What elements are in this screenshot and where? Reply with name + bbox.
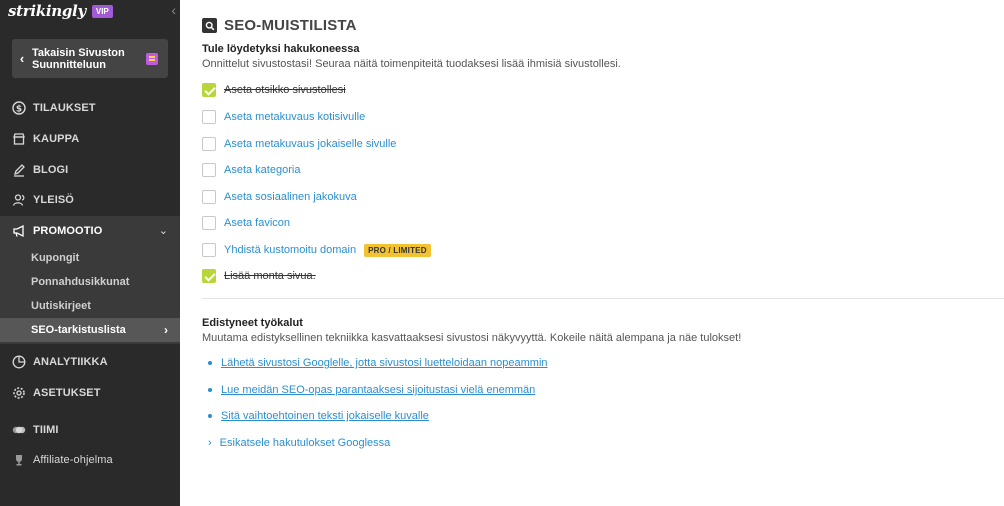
sub-item-ponnahdusikkunat[interactable]: Ponnahdusikkunat [31,276,130,288]
advanced-link[interactable]: Lue meidän SEO-opas parantaaksesi sijoitustasi vielä enemmän [221,384,536,396]
checklist-label[interactable]: Lisää monta sivua. [224,270,316,282]
nav-label: BLOGI [33,164,69,176]
advanced-link-item [208,384,535,396]
sub-item-kupongit[interactable]: Kupongit [31,252,80,264]
checkbox-checked[interactable] [202,269,216,283]
checkbox[interactable] [202,243,216,257]
sub-item-seo-tarkistuslista[interactable] [0,318,180,342]
nav-label: TIIMI [33,424,59,436]
promootio-subnav [0,246,180,344]
checkbox[interactable] [202,110,216,124]
checklist-label[interactable]: Aseta favicon [224,217,291,229]
sub-item-uutiskirjeet[interactable]: Uutiskirjeet [31,300,91,312]
checkbox[interactable] [202,190,216,204]
bullet-icon [208,414,212,418]
nav-item-yleiso[interactable] [0,185,180,215]
megaphone-icon [12,224,26,238]
team-icon [12,423,26,437]
brand[interactable] [8,2,113,20]
users-icon [12,193,26,207]
checklist-label[interactable]: Aseta kategoria [224,164,301,176]
editor-icon [146,53,158,65]
nav-item-affiliate[interactable] [0,445,180,475]
advanced-link-item [208,410,429,422]
dollar-icon [12,101,26,115]
checkbox[interactable] [202,216,216,230]
section-desc-advanced: Muutama edistyksellinen tekniikka kasvattaaksesi sivustosi näkyvyyttä. Kokeile näitä alempana ja näe tulokset! [202,332,742,344]
checklist-item[interactable] [202,268,316,284]
nav-label: TILAUKSET [33,102,96,114]
back-to-editor-label: Takaisin Sivuston Suunnitteluun [32,46,125,71]
sidebar [0,0,180,506]
strikingly-logo: strikingly [8,2,86,20]
checklist-item[interactable] [202,136,396,152]
nav-label: KAUPPA [33,133,80,145]
checklist-label[interactable]: Aseta metakuvaus kotisivulle [224,111,366,123]
pen-icon [12,163,26,177]
nav-label: ASETUKSET [33,387,101,399]
vip-badge: VIP [92,5,113,18]
pro-limited-badge: PRO / LIMITED [364,244,431,257]
checklist-item[interactable] [202,242,431,258]
bullet-icon [208,388,212,392]
chevron-left-icon: ‹ [19,51,25,66]
checklist-item[interactable] [202,82,346,98]
checklist-label[interactable]: Aseta otsikko sivustollesi [224,84,346,96]
nav-label: PROMOOTIO [33,225,103,237]
section-title-advanced: Edistyneet työkalut [202,317,303,329]
chevron-right-icon: › [208,437,212,449]
advanced-link-item [208,357,548,369]
store-icon [12,132,26,146]
checklist-item[interactable] [202,109,365,125]
preview-label: Esikatsele hakutulokset Googlessa [219,437,391,449]
divider [202,298,1004,299]
checkbox-checked[interactable] [202,83,216,97]
sub-item-label: SEO-tarkistuslista [31,324,126,336]
page-header [202,17,357,34]
section-title-seo: Tule löydetyksi hakukoneessa [202,43,360,55]
nav-item-tiimi[interactable] [0,415,180,445]
checklist-item[interactable] [202,189,357,205]
nav-item-kauppa[interactable] [0,124,180,154]
checkbox[interactable] [202,163,216,177]
pie-chart-icon [12,355,26,369]
section-desc-seo: Onnittelut sivustostasi! Seuraa näitä toimenpiteitä tuodaksesi lisää ihmisiä sivustollesi. [202,58,621,70]
preview-google-results[interactable] [208,437,390,449]
chevron-right-icon: › [164,323,168,337]
back-to-editor-button[interactable] [12,39,168,78]
page-title: SEO-MUISTILISTA [224,17,357,34]
nav-label: ANALYTIIKKA [33,356,108,368]
advanced-link[interactable]: Lähetä sivustosi Googlelle, jotta sivustosi luetteloidaan nopeammin [221,357,548,369]
checklist-item[interactable] [202,162,300,178]
gear-icon [12,386,26,400]
svg-text:$: $ [15,104,23,115]
nav-item-asetukset[interactable] [0,378,180,408]
chevron-left-icon[interactable]: ‹ [171,2,176,18]
trophy-icon [12,453,26,467]
nav-item-analytiikka[interactable] [0,347,180,377]
nav-item-tilaukset[interactable] [0,93,180,123]
chevron-down-icon: ⌄ [158,225,168,237]
search-icon [202,18,217,33]
checklist-label[interactable]: Yhdistä kustomoitu domain [224,244,357,256]
nav-item-promootio[interactable] [0,216,180,246]
checklist-item[interactable] [202,215,290,231]
advanced-link[interactable]: Sitä vaihtoehtoinen teksti jokaiselle kuvalle [221,410,429,422]
checkbox[interactable] [202,137,216,151]
bullet-icon [208,361,212,365]
nav-label: Affiliate-ohjelma [33,454,113,466]
checklist-label[interactable]: Aseta sosiaalinen jakokuva [224,191,357,203]
nav-label: YLEISÖ [33,194,74,206]
checklist-label[interactable]: Aseta metakuvaus jokaiselle sivulle [224,138,397,150]
nav-item-blogi[interactable] [0,155,180,185]
